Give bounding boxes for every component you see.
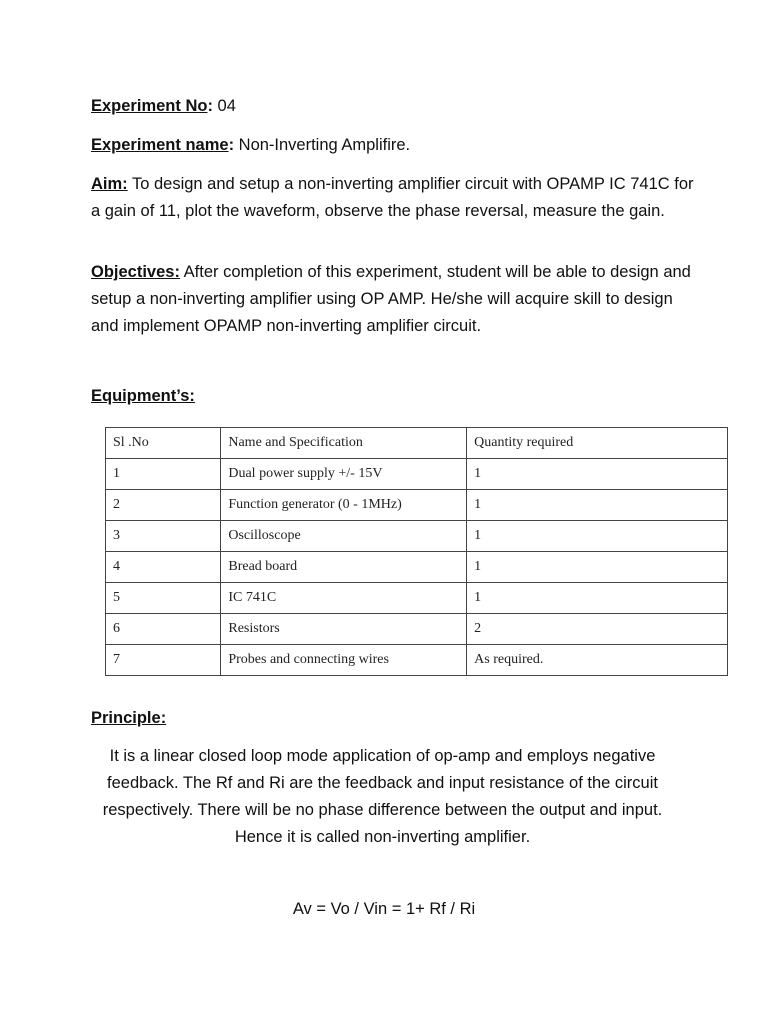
table-cell: 2 bbox=[106, 490, 221, 521]
table-cell: 1 bbox=[467, 583, 728, 614]
table-header-cell: Sl .No bbox=[106, 428, 221, 459]
table-cell: Resistors bbox=[221, 614, 467, 645]
table-cell: Oscilloscope bbox=[221, 521, 467, 552]
principle-heading-label: Principle: bbox=[91, 709, 167, 727]
aim-label: Aim: bbox=[91, 175, 128, 193]
equipment-table bbox=[105, 427, 728, 676]
table-row bbox=[106, 552, 728, 583]
experiment-number-colon: : bbox=[207, 97, 213, 115]
table-row bbox=[106, 459, 728, 490]
experiment-number-label: Experiment No bbox=[91, 97, 208, 115]
table-cell: Bread board bbox=[221, 552, 467, 583]
table-header-cell: Name and Specification bbox=[221, 428, 467, 459]
table-cell: 2 bbox=[467, 614, 728, 645]
table-row bbox=[106, 521, 728, 552]
table-row bbox=[106, 645, 728, 676]
principle-text: It is a linear closed loop mode application of op-amp and employs negative feedback. The Rf and Ri are the feedback and input resistance of the circuit respectively. There will be no phase difference between the output and input. Hence it is called non-inverting amplifier. bbox=[102, 747, 663, 846]
table-cell: 1 bbox=[467, 490, 728, 521]
experiment-name-colon: : bbox=[228, 136, 235, 154]
table-cell: 3 bbox=[106, 521, 221, 552]
equipment-heading-label: Equipment’s: bbox=[91, 387, 195, 405]
table-header-row bbox=[106, 428, 728, 459]
table-cell: 7 bbox=[106, 645, 221, 676]
table-cell: IC 741C bbox=[221, 583, 467, 614]
table-cell: 6 bbox=[106, 614, 221, 645]
table-cell: Function generator (0 - 1MHz) bbox=[221, 490, 467, 521]
equipment-heading bbox=[91, 383, 691, 410]
principle-heading bbox=[91, 705, 691, 732]
table-cell: Dual power supply +/- 15V bbox=[221, 459, 467, 490]
table-cell: 1 bbox=[467, 552, 728, 583]
table-header-cell: Quantity required bbox=[467, 428, 728, 459]
experiment-number-value: 04 bbox=[212, 97, 236, 115]
experiment-name-label: Experiment name bbox=[91, 136, 229, 154]
table-cell: Probes and connecting wires bbox=[221, 645, 467, 676]
experiment-name-value: Non-Inverting Amplifire. bbox=[234, 136, 411, 154]
objectives-label: Objectives: bbox=[91, 263, 180, 281]
table-row bbox=[106, 583, 728, 614]
table-row bbox=[106, 614, 728, 645]
table-cell: 1 bbox=[106, 459, 221, 490]
experiment-name bbox=[91, 132, 691, 159]
table-cell: 1 bbox=[467, 459, 728, 490]
table-cell: 1 bbox=[467, 521, 728, 552]
gain-formula: Av = Vo / Vin = 1+ Rf / Ri bbox=[292, 900, 476, 918]
objectives-text: After completion of this experiment, student will be able to design and setup a non-inverting amplifier using OP AMP. He/she will acquire skill to design and implement OPAMP non-inverting amplifier circuit. bbox=[91, 263, 691, 335]
table-cell: As required. bbox=[467, 645, 728, 676]
aim-text: To design and setup a non-inverting amplifier circuit with OPAMP IC 741C for a gain of 11, plot the waveform, observe the phase reversal, measure the gain. bbox=[91, 175, 694, 220]
table-cell: 5 bbox=[106, 583, 221, 614]
objectives-paragraph bbox=[91, 259, 701, 340]
aim-paragraph bbox=[91, 171, 701, 225]
table-row bbox=[106, 490, 728, 521]
experiment-number bbox=[91, 93, 691, 120]
table-cell: 4 bbox=[106, 552, 221, 583]
